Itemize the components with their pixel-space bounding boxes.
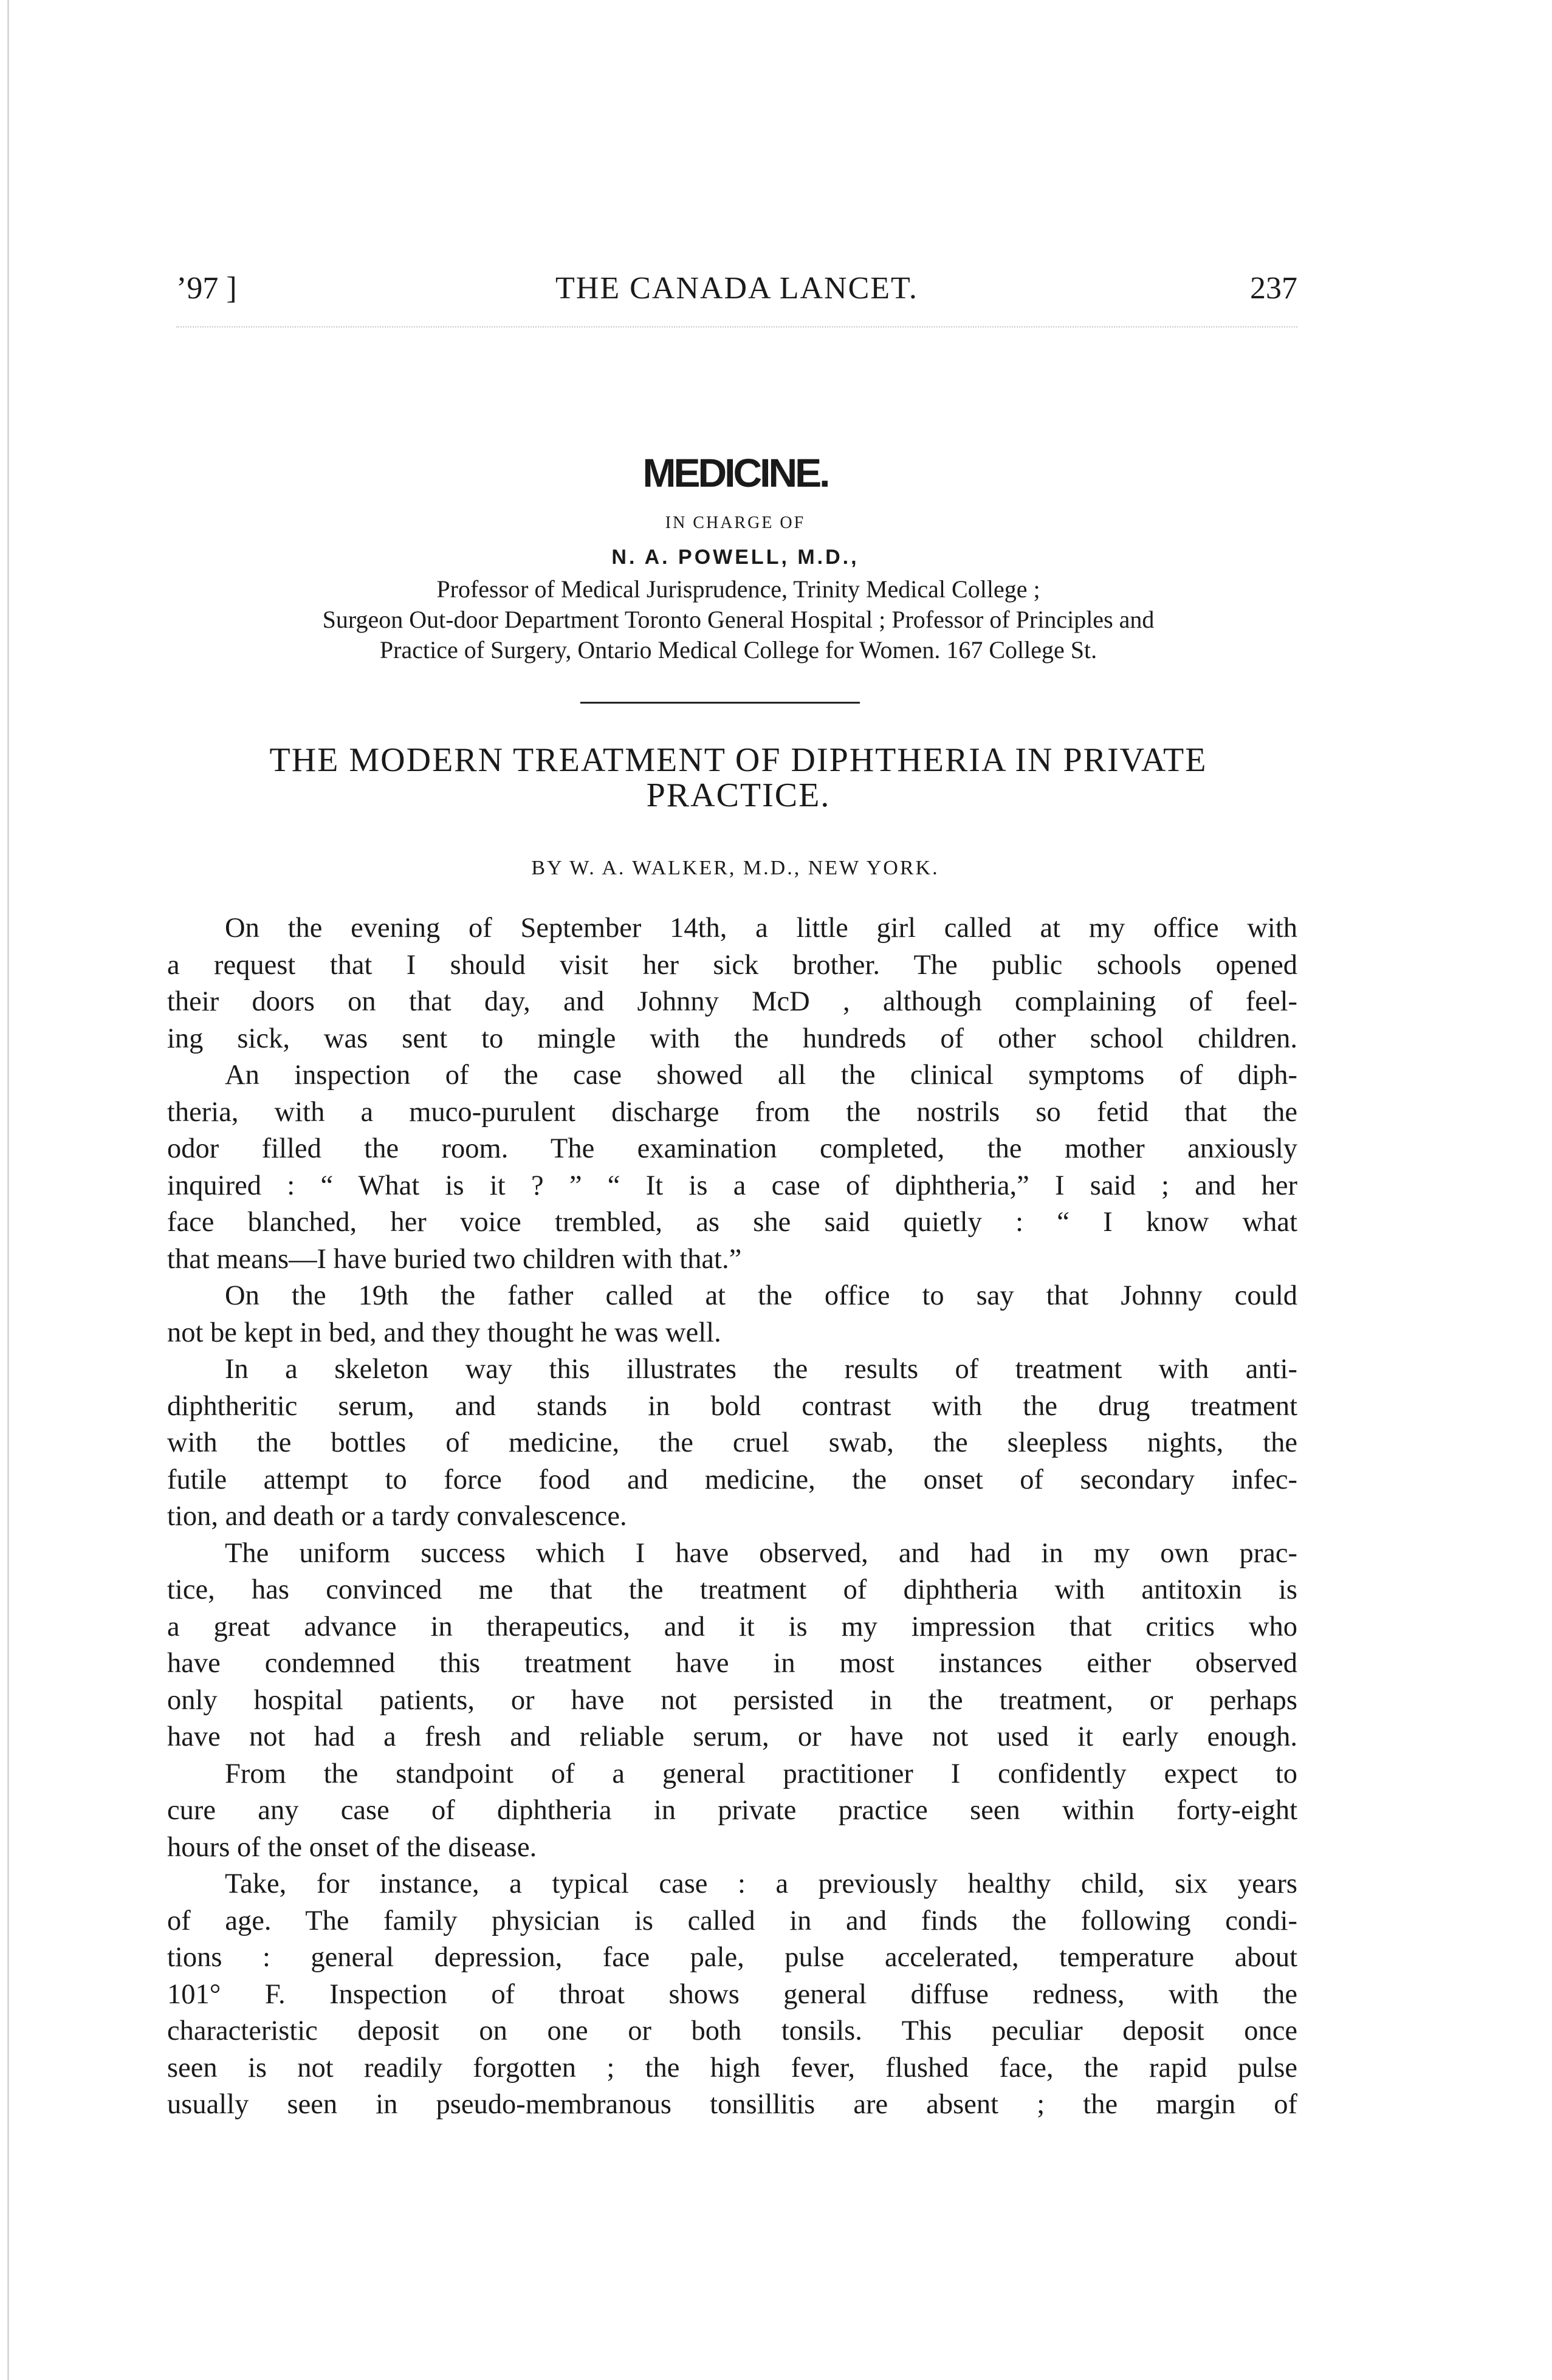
body-line: futile attempt to force food and medicine, the onset of secondary infec-	[167, 1464, 1297, 1495]
body-line: From the standpoint of a general practitioner I confidently expect to	[225, 1758, 1297, 1789]
body-line: not be kept in bed, and they thought he was well.	[167, 1317, 721, 1348]
body-line: usually seen in pseudo-membranous tonsillitis are absent ; the margin of	[167, 2089, 1297, 2120]
body-line: ing sick, was sent to mingle with the hundreds of other school children.	[167, 1023, 1297, 1054]
section-editor: N. A. POWELL, M.D.,	[611, 546, 859, 569]
in-charge-label: IN CHARGE OF	[665, 513, 806, 532]
running-head	[176, 270, 1297, 307]
body-line: characteristic deposit on one or both tonsils. This peculiar deposit once	[167, 2015, 1297, 2046]
body-line: The uniform success which I have observed, and had in my own prac-	[225, 1537, 1297, 1569]
article-title	[176, 742, 1300, 813]
affiliation-line: Surgeon Out-door Department Toronto General Hospital ; Professor of Principles and	[322, 606, 1155, 633]
affiliation-line: Practice of Surgery, Ontario Medical College for Women. 167 College St.	[379, 636, 1097, 664]
body-line: cure any case of diphtheria in private practice seen within forty-eight	[167, 1795, 1297, 1826]
body-line: An inspection of the case showed all the clinical symptoms of diph-	[225, 1060, 1297, 1091]
header-rule	[176, 326, 1297, 328]
body-line: On the 19th the father called at the office to say that Johnny could	[225, 1280, 1297, 1311]
page-number: 237	[1250, 271, 1297, 306]
body-line: their doors on that day, and Johnny McD , although complaining of feel-	[167, 986, 1297, 1017]
body-line: tice, has convinced me that the treatment of diphtheria with antitoxin is	[167, 1574, 1297, 1605]
body-line: tions : general depression, face pale, pulse accelerated, temperature about	[167, 1942, 1297, 1973]
body-line: seen is not readily forgotten ; the high fever, flushed face, the rapid pulse	[167, 2052, 1297, 2083]
journal-title: THE CANADA LANCET.	[555, 271, 918, 306]
article-title-line: THE MODERN TREATMENT OF DIPHTHERIA IN PRIVATE	[269, 741, 1207, 779]
body-line: only hospital patients, or have not persisted in the treatment, or perhaps	[167, 1684, 1297, 1716]
editor-affiliation	[176, 574, 1300, 665]
body-line: have condemned this treatment have in most instances either observed	[167, 1648, 1297, 1679]
article-title-line: PRACTICE.	[646, 777, 831, 814]
volume-marker: ’97 ]	[176, 271, 237, 306]
binding-edge	[7, 0, 9, 2380]
body-line: Take, for instance, a typical case : a previously healthy child, six years	[225, 1868, 1297, 1899]
article-byline: BY W. A. WALKER, M.D., NEW YORK.	[531, 857, 939, 879]
body-line: with the bottles of medicine, the cruel swab, the sleepless nights, the	[167, 1427, 1297, 1458]
body-line: a request that I should visit her sick brother. The public schools opened	[167, 949, 1297, 981]
body-line: tion, and death or a tardy convalescence.	[167, 1501, 627, 1532]
body-line: diphtheritic serum, and stands in bold contrast with the drug treatment	[167, 1390, 1297, 1422]
body-line: that means—I have buried two children with that.”	[167, 1243, 742, 1275]
body-line: hours of the onset of the disease.	[167, 1831, 537, 1863]
body-line: odor filled the room. The examination completed, the mother anxiously	[167, 1133, 1297, 1164]
body-line: On the evening of September 14th, a little girl called at my office with	[225, 913, 1297, 944]
article-body	[167, 910, 1297, 2124]
body-line: of age. The family physician is called in and finds the following condi-	[167, 1905, 1297, 1936]
body-line: theria, with a muco-purulent discharge from the nostrils so fetid that the	[167, 1096, 1297, 1128]
body-line: have not had a fresh and reliable serum, or have not used it early enough.	[167, 1721, 1297, 1752]
body-line: inquired : “ What is it ? ” “ It is a case of diphtheria,” I said ; and her	[167, 1170, 1297, 1201]
affiliation-line: Professor of Medical Jurisprudence, Trinity Medical College ;	[436, 575, 1040, 603]
body-line: face blanched, her voice trembled, as she said quietly : “ I know what	[167, 1207, 1297, 1238]
body-line: 101° F. Inspection of throat shows general diffuse redness, with the	[167, 1978, 1297, 2010]
body-line: a great advance in therapeutics, and it is my impression that critics who	[167, 1611, 1297, 1642]
section-divider	[580, 702, 860, 704]
body-line: In a skeleton way this illustrates the results of treatment with anti-	[225, 1354, 1297, 1385]
section-title: MEDICINE.	[642, 450, 828, 495]
